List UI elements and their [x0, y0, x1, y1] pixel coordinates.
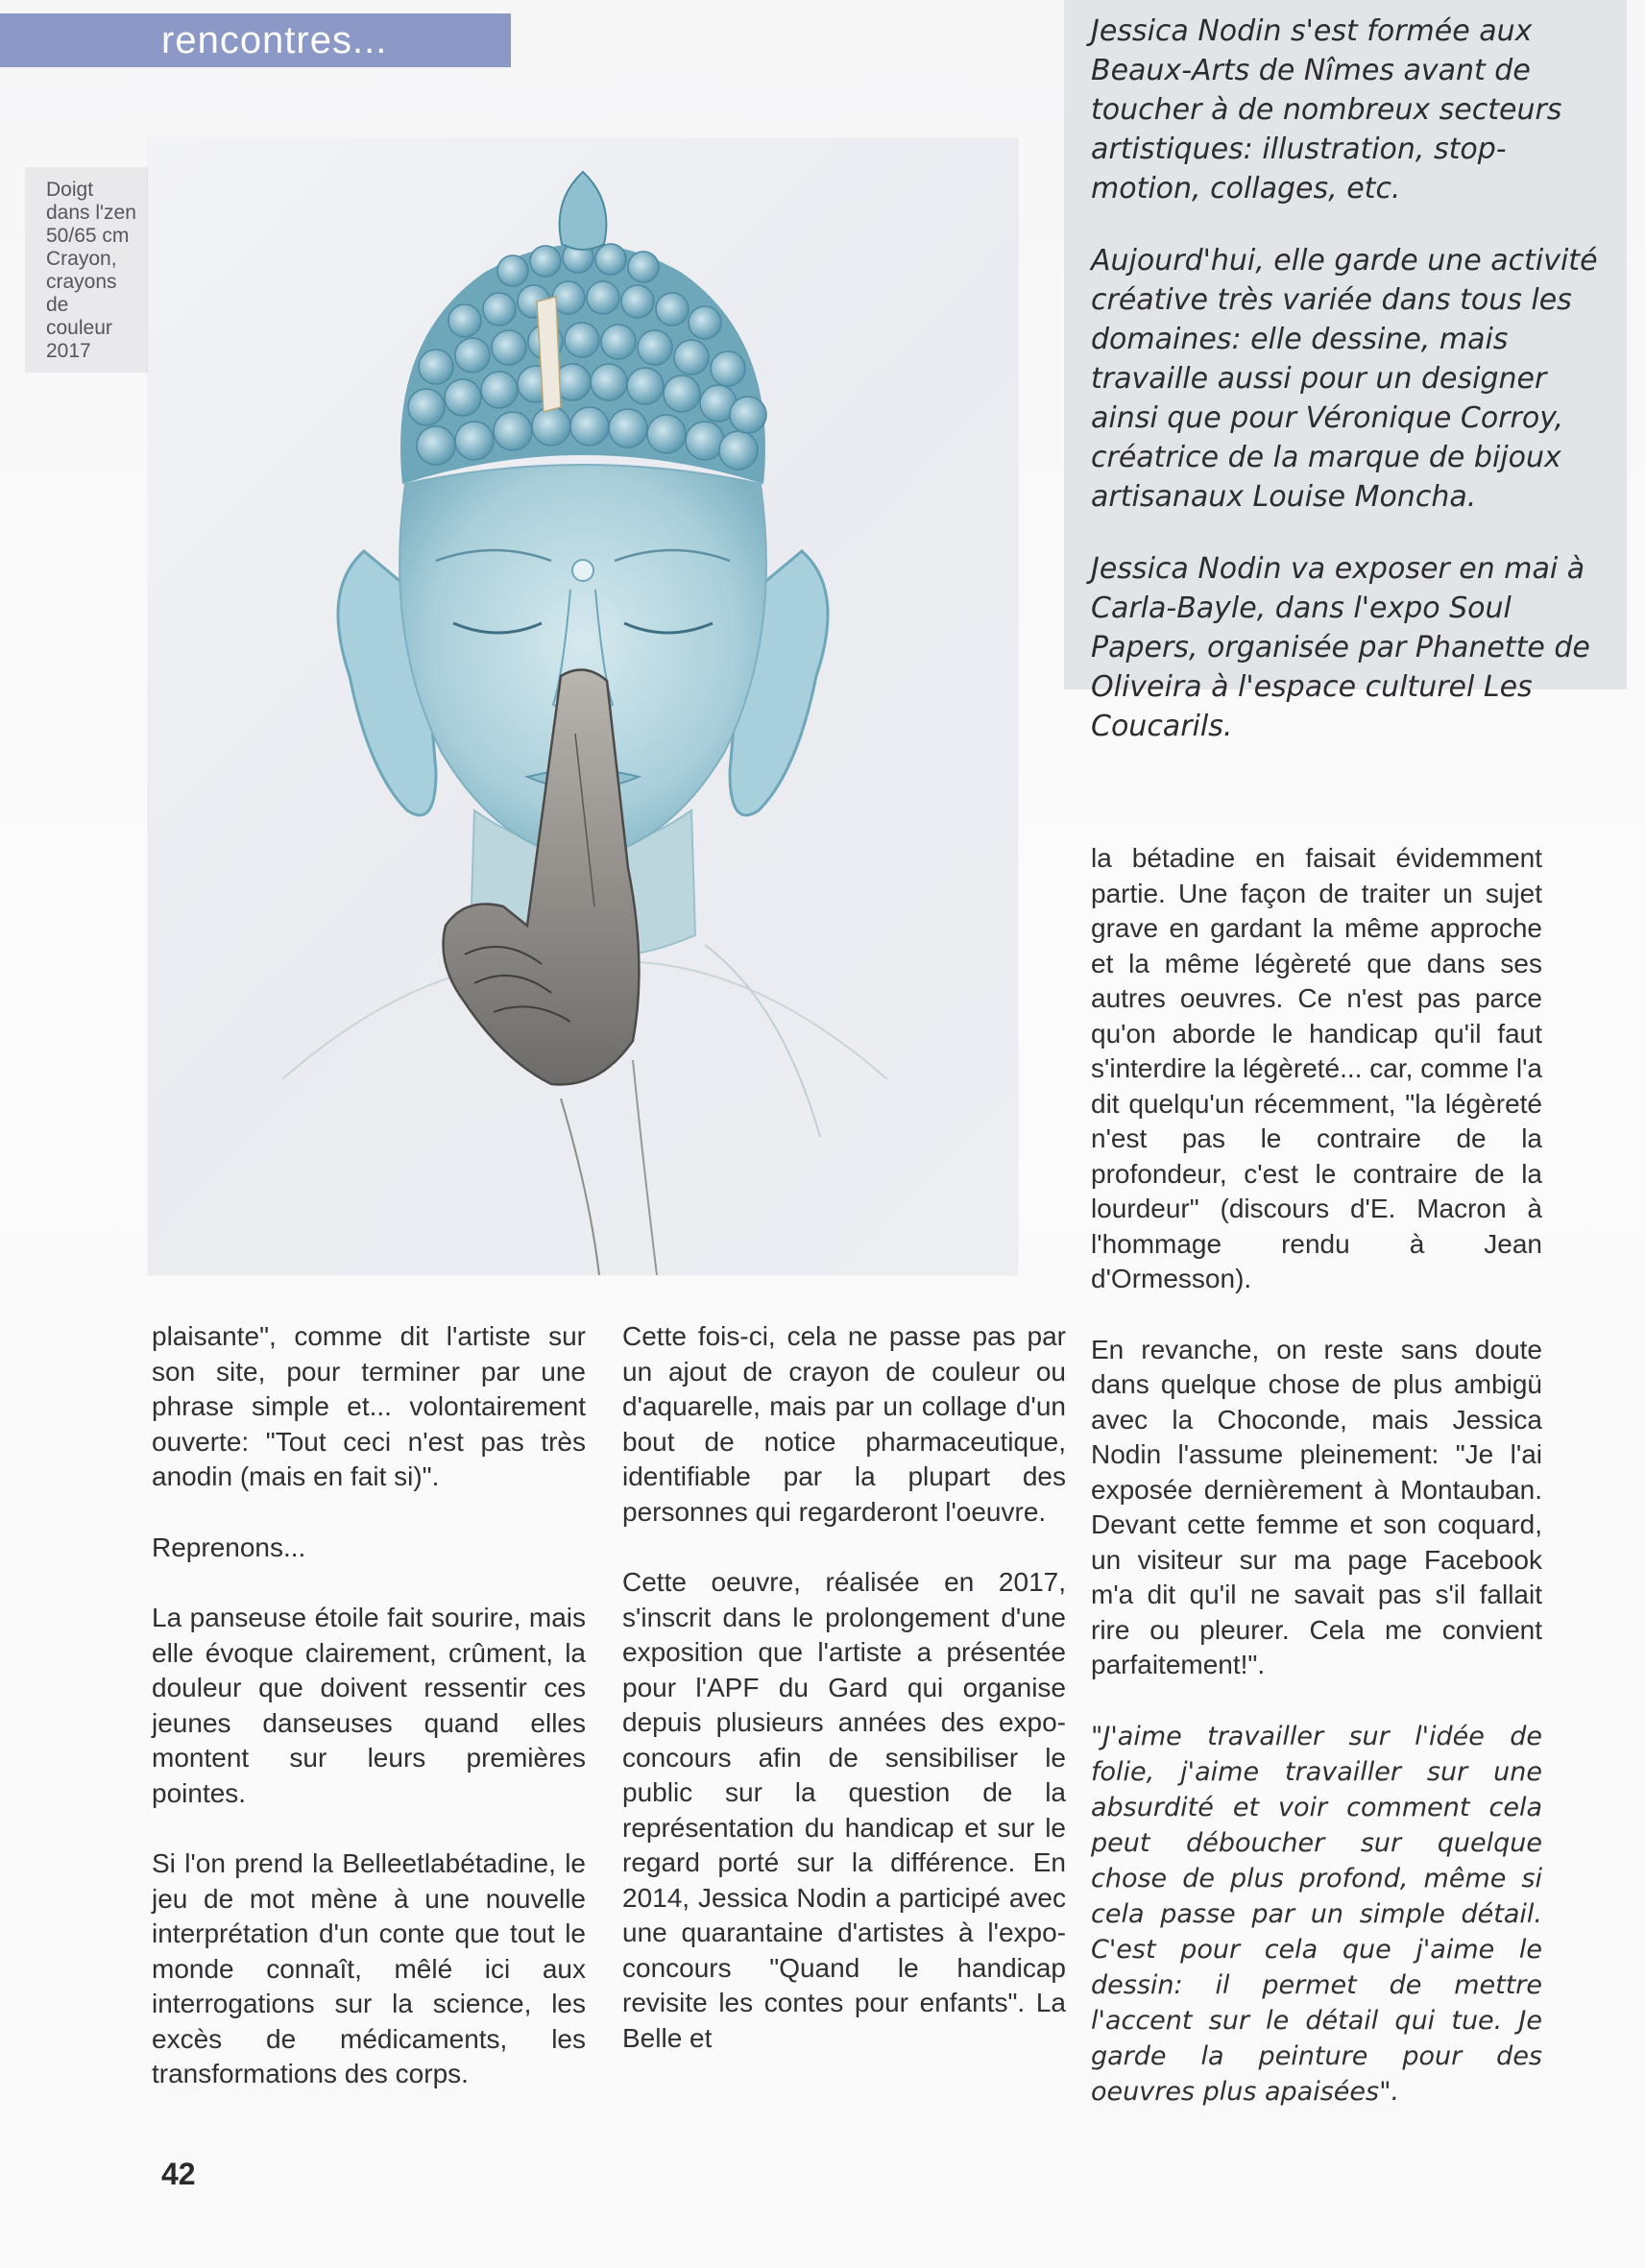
body-paragraph: la bétadine en faisait évidemment partie. Une façon de traiter un sujet grave en gardant la même approche et la même légèreté que dans ses autres oeuvres. Ce n'est pas parce qu'on aborde le handicap qu'il faut s'interdire la légèreté... car, comme l'a dit quelqu'un récemment, "la légèreté n'est pas le contraire de la profondeur, c'est le contraire de la lourdeur" (discours d'E. Macron à l'hommage rendu à Jean d'Ormesson).	[1091, 843, 1542, 1293]
body-paragraph: plaisante", comme dit l'artiste sur son site, pour terminer par une phrase simple et... volontairement ouverte: "Tout ceci n'est pas très anodin (mais en fait si)".	[152, 1321, 586, 1491]
buddha-drawing-icon	[148, 138, 1018, 1275]
body-paragraph: En revanche, on reste sans doute dans quelque chose de plus ambigü avec la Choconde, mais Jessica Nodin l'assume pleinement: "Je l'ai exposée dernièrement à Montauban. Devant cette femme et son coquard, un visiteur sur ma page Facebook m'a dit qu'il ne savait pas s'il fallait rire ou pleurer. Cela me convient parfaitement!".	[1091, 1334, 1542, 1679]
body-paragraph: La panseuse étoile fait sourire, mais elle évoque clairement, crûment, la douleur que doivent ressentir ces jeunes danseuses quand elles montent sur leurs premières pointes.	[152, 1603, 586, 1808]
body-paragraph: Cette fois-ci, cela ne passe pas par un ajout de crayon de couleur ou d'aquarelle, mais par un collage d'un bout de notice pharmaceutique, identifiable par la plupart des personnes qui regarderont l'oeuvre.	[622, 1321, 1066, 1527]
sidebar-paragraph: Aujourd'hui, elle garde une activité créative très variée dans tous les domaines: elle dessine, mais travaille aussi pour un designer ainsi que pour Véronique Corroy, créatrice de la marque de bijoux artisanaux Louise Moncha.	[1091, 244, 1598, 514]
caption-line: Crayon,	[46, 248, 117, 270]
text-column-2	[622, 1319, 1066, 2091]
caption-line: de	[46, 294, 69, 316]
caption-line: Doigt	[46, 179, 94, 201]
body-paragraph: Si l'on prend la Belleetlabétadine, le jeu de mot mène à une nouvelle interprétation d'un conte que tout le monde connaît, mêlé ici aux interrogations sur la science, les excès de médicaments, les transformations des corps.	[152, 1848, 586, 2088]
artwork-caption	[25, 167, 157, 373]
caption-line: 50/65 cm	[46, 225, 130, 247]
caption-line: crayons	[46, 271, 117, 293]
body-paragraph: Reprenons...	[152, 1532, 306, 1562]
sidebar-paragraph: Jessica Nodin va exposer en mai à Carla-Bayle, dans l'expo Soul Papers, organisée par Phanette de Oliveira à l'espace culturel Les Coucarils.	[1091, 552, 1590, 743]
intro-sidebar	[1064, 0, 1627, 743]
page-number: 42	[161, 2157, 196, 2191]
caption-line: couleur	[46, 317, 112, 339]
text-column-1	[152, 1319, 586, 2128]
artist-quote: "J'aime travailler sur l'idée de folie, j'aime travailler sur une absurdité et voir comment cela peut déboucher sur quelque chose de plus profond, même si cela passe par un simple détail. C'est pour cela que j'aime le dessin: il permet de mettre l'accent sur le détail qui tue. Je garde la peinture pour des oeuvres plus apaisées".	[1091, 1721, 1542, 2107]
text-column-3	[1091, 841, 1542, 2145]
caption-line: dans l'zen	[46, 202, 136, 224]
artwork-image	[148, 138, 1018, 1275]
body-paragraph: Cette oeuvre, réalisée en 2017, s'inscrit dans le prolongement d'une exposition que l'artiste a présentée pour l'APF du Gard qui organise depuis plusieurs années des expo-concours afin de sensibiliser le public sur la question de la représentation du handicap et sur le regard porté sur la différence. En 2014, Jessica Nodin a participé avec une quarantaine d'artistes à l'expo-concours "Quand le handicap revisite les contes pour enfants". La Belle et	[622, 1567, 1066, 2053]
sidebar-paragraph: Jessica Nodin s'est formée aux Beaux-Arts de Nîmes avant de toucher à de nombreux secteurs artistiques: illustration, stop-motion, collages, etc.	[1091, 14, 1562, 205]
section-label: rencontres...	[0, 13, 511, 67]
caption-line: 2017	[46, 340, 91, 362]
